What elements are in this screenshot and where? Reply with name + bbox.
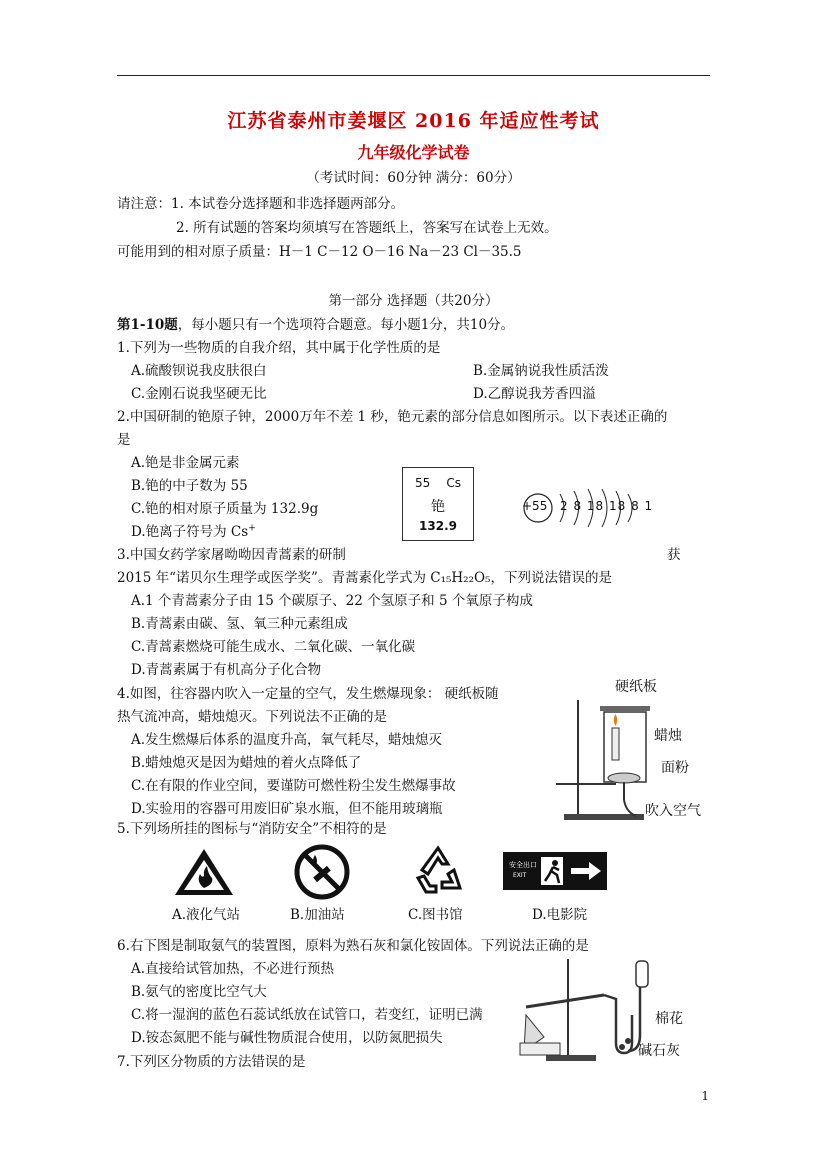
exam-subtitle: 九年级化学试卷 [357,143,470,162]
q2-stem-1: 2.中国研制的铯原子钟，2000万年不差 1 秒，铯元素的部分信息如图所示。以下表述正确的 [117,409,668,425]
label-blow-air: 吹入空气 [645,803,701,819]
page-number: 1 [701,1089,709,1103]
dust-explosion-apparatus [556,690,656,825]
q6-option-d: D.铵态氮肥不能与碱性物质混合使用，以防氮肥损失 [131,1030,443,1046]
top-rule [117,75,710,76]
element-symbol: Cs [446,476,461,490]
q6-option-c: C.将一湿润的蓝色石蕊试纸放在试管口，若变红，证明已满 [131,1007,483,1023]
element-card-cs [402,467,474,541]
q4-stem-1: 4.如图，往容器内吹入一定量的空气，发生燃爆现象： 硬纸板随 [117,686,499,702]
q3-option-c: C.青蒿素燃烧可能生成水、二氧化碳、一氧化碳 [131,639,416,655]
atom-shells: 2 8 18 18 8 1 [560,499,654,513]
label-candle: 蜡烛 [654,728,682,744]
q6-option-b: B.氨气的密度比空气大 [131,984,267,1000]
arrow-right-icon [569,861,603,881]
q4-option-b: B.蜡烛熄灭是因为蜡烛的着火点降低了 [131,755,362,771]
q6-option-a: A.直接给试管加热，不必进行预热 [131,961,335,977]
q4-option-a: A.发生燃爆后体系的温度升高，氧气耗尽，蜡烛熄灭 [131,732,443,748]
q5-option-c: C.图书馆 [408,907,463,923]
element-number: 55 [415,476,431,490]
label-soda-lime: 碱石灰 [638,1043,680,1059]
q2-option-c: C.铯的相对原子质量为 132.9g [131,501,319,517]
q4-option-d: D.实验用的容器可用废旧矿泉水瓶，但不能用玻璃瓶 [131,801,443,817]
q3-stem-1-end: 获 [667,547,681,563]
note-line-1: 请注意：1. 本试卷分选择题和非选择题两部分。 [117,196,405,212]
label-flour: 面粉 [661,760,689,776]
recycle-icon [408,842,468,900]
exit-sign-icon [503,852,607,890]
label-cotton: 棉花 [655,1011,683,1027]
q3-option-a: A.1 个青蒿素分子由 15 个碳原子、22 个氢原子和 5 个氧原子构成 [131,593,533,609]
label-board: 硬纸板 [615,679,657,695]
q4-option-c: C.在有限的作业空间，要谨防可燃性粉尘发生燃爆事故 [131,778,456,794]
exam-title: 江苏省泰州市姜堰区 2016 年适应性考试 [227,110,600,132]
ammonia-apparatus [516,955,656,1063]
q2-option-d-sup: + [248,523,256,534]
q5-stem: 5.下列场所挂的图标与“消防安全”不相符的是 [117,821,387,837]
q3-stem-1: 3.中国女药学家屠呦呦因青蒿素的研制 [117,547,346,563]
exit-sign-sub: EXIT [513,872,527,879]
q5-option-a: A.液化气站 [172,907,241,923]
element-mass: 132.9 [419,519,457,533]
q2-option-d [131,520,256,540]
q4-stem-2: 热气流冲高，蜡烛熄灭。下列说法不正确的是 [117,709,387,725]
element-name: 铯 [431,499,445,515]
q2-stem-2: 是 [117,432,131,448]
exit-sign-text: 安全出口 [509,861,537,869]
no-fire-icon [293,843,351,901]
flammable-warning-icon [172,846,236,898]
q3-option-b: B.青蒿素由碳、氢、氧三种元素组成 [131,616,348,632]
q1-option-d: D.乙醇说我芳香四溢 [473,386,596,402]
q7-stem: 7.下列区分物质的方法错误的是 [117,1054,306,1070]
q1-option-a: A.硫酸钡说我皮肤很白 [131,363,267,379]
instruction-bold: 第1-10题 [117,317,178,333]
running-person-icon [541,857,563,885]
atom-nucleus: +55 [522,499,548,513]
exam-info: （考试时间：60分钟 满分：60分） [306,170,521,186]
q3-option-d: D.青蒿素属于有机高分子化合物 [131,662,322,678]
q2-option-b: B.铯的中子数为 55 [131,478,248,494]
q2-option-a: A.铯是非金属元素 [131,455,240,471]
instruction-rest: ，每小题只有一个选项符合题意。每小题1分，共10分。 [177,317,515,333]
section-title: 第一部分 选择题（共20分） [328,293,499,309]
q1-option-b: B.金属钠说我性质活泼 [473,363,609,379]
q5-option-b: B.加油站 [290,907,345,923]
section-instruction [117,313,514,333]
q2-option-d-text: D.铯离子符号为 Cs [131,524,249,540]
q6-stem: 6.右下图是制取氨气的装置图，原料为熟石灰和氯化铵固体。下列说法正确的是 [117,938,589,954]
q5-option-d: D.电影院 [532,907,588,923]
atomic-mass-line: 可能用到的相对原子质量：H－1 C－12 O－16 Na－23 Cl－35.5 [117,244,522,260]
q1-stem: 1.下列为一些物质的自我介绍，其中属于化学性质的是 [117,340,441,356]
note-line-2: 2. 所有试题的答案均须填写在答题纸上，答案写在试卷上无效。 [176,220,558,236]
q1-option-c: C.金刚石说我坚硬无比 [131,386,267,402]
q3-stem-2: 2015 年“诺贝尔生理学或医学奖”。青蒿素化学式为 C₁₅H₂₂O₅，下列说法错误的是 [117,570,612,586]
